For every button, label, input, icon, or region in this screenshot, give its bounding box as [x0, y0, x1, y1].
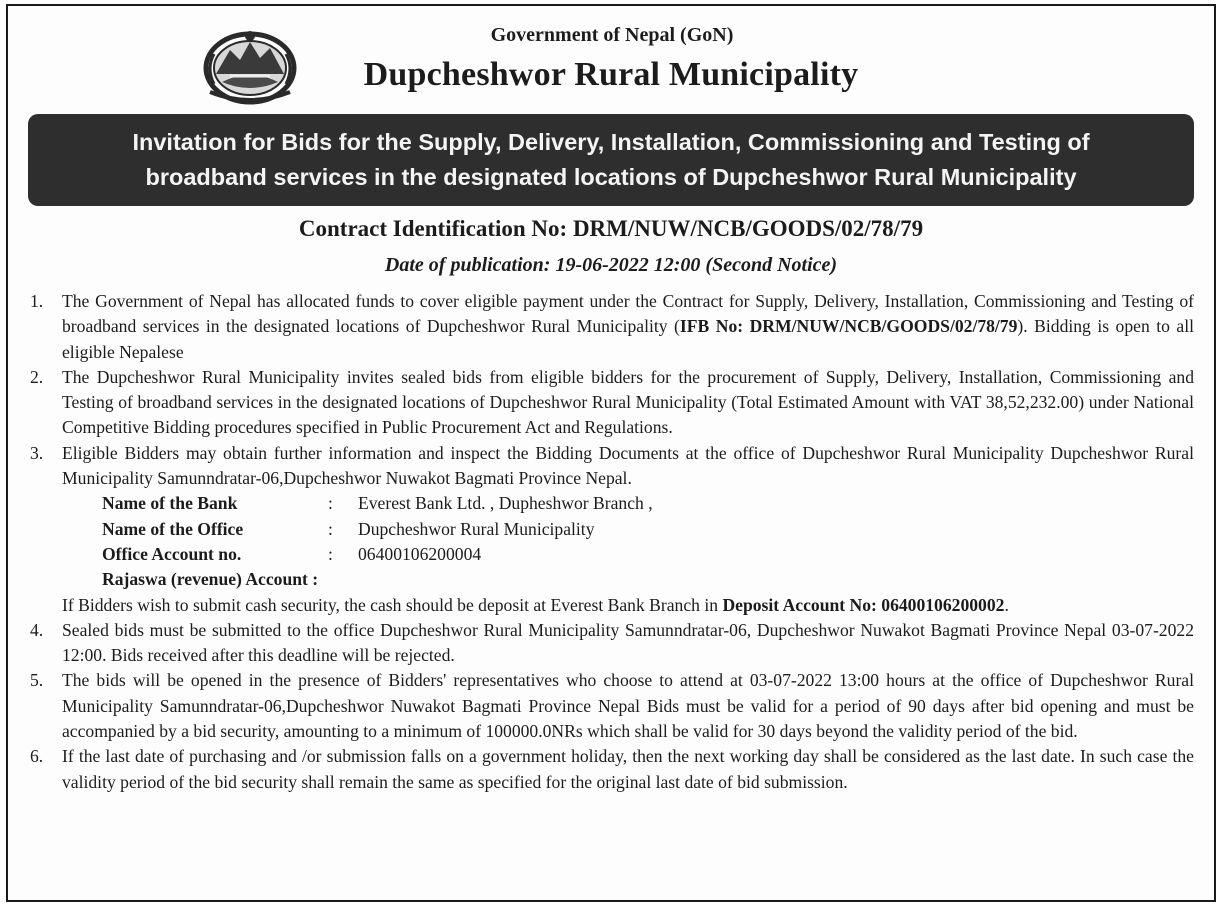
colon: : [328, 493, 333, 514]
table-row [102, 491, 653, 516]
ifb-number: IFB No: DRM/NUW/NCB/GOODS/02/78/79 [679, 316, 1018, 337]
table-row [102, 517, 653, 542]
contract-identification: Contract Identification No: DRM/NUW/NCB/GOODS/02/78/79 [298, 216, 924, 241]
clause-text: The bids will be opened in the presence of Bidders' representatives who choose to attend at 03-07-2022 13:00 hours at the office of Dupcheshwor Rural Municipality Samunndratar-06,Dupcheshwor Nuwakot Bagmati Province Nepal Bids must be valid for a period of 90 days after bid opening and must be accompanied by a bid security, amounting to a minimum of 100000.0NRs which shall be valid for 30 days beyond the validity period of the bid. [62, 670, 1194, 742]
invitation-banner [28, 114, 1194, 206]
clause-1 [30, 289, 1194, 365]
clause-number: 1. [30, 291, 44, 311]
rajaswa-account: Rajaswa (revenue) Account : [102, 569, 319, 590]
clause-number: 5. [30, 670, 44, 691]
government-line: Government of Nepal (GoN) [490, 24, 734, 46]
clause-text: If the last date of purchasing and /or submission falls on a government holiday, then the next working day shall be considered as the last date. In such case the validity period of the bid security shall remain the same as specified for the original last date of bid submission. [62, 746, 1194, 792]
bid-notice [6, 4, 1216, 902]
clause-number: 3. [30, 442, 44, 463]
colon: : [328, 543, 333, 564]
table-row [102, 542, 653, 567]
clause-text: ). Bidding is open to all eligible Nepalese [62, 316, 1194, 362]
office-label: Name of the Office [102, 518, 244, 539]
clause-list [30, 289, 1194, 795]
clause-6 [30, 744, 1194, 795]
office-value: Dupcheshwor Rural Municipality [358, 518, 595, 539]
publication-date: Date of publication: 19-06-2022 12:00 (Second Notice) [384, 254, 838, 276]
clause-text: The Dupcheshwor Rural Municipality invites sealed bids from eligible bidders for the procurement of Supply, Delivery, Installation, Commissioning and Testing of broadband services in the designated locations of Dupcheshwor Rural Municipality (Total Estimated Amount with VAT 38,52,232.00) under National Competitive Bidding procedures specified in Public Procurement Act and Regulations. [62, 366, 1194, 438]
colon: : [328, 518, 333, 539]
clause-2 [30, 365, 1194, 441]
clause-number: 4. [30, 619, 44, 640]
cash-text: If Bidders wish to submit cash security, the cash should be deposit at Everest Bank Branch in [62, 594, 723, 615]
banner-line-1: Invitation for Bids for the Supply, Delivery, Installation, Commissioning and Testing of [132, 129, 1090, 155]
cash-text-end: . [1004, 594, 1009, 615]
municipality-title: Dupcheshwor Rural Municipality [363, 56, 859, 93]
clause-3 [30, 441, 1194, 618]
bank-details-table [102, 491, 653, 567]
clause-text: The Government of Nepal has allocated funds to cover eligible payment under the Contract for Supply, Delivery, Installation, Commissioning and Testing of broadband services in the designated locations of Dupcheshwor Rural Municipality ( [62, 291, 1194, 337]
bank-label: Name of the Bank [102, 493, 238, 514]
cash-security-note [62, 593, 1194, 618]
clause-number: 2. [30, 366, 44, 387]
clause-text: Sealed bids must be submitted to the office Dupcheshwor Rural Municipality Samunndratar-06, Dupcheshwor Nuwakot Bagmati Province Nepal 03-07-2022 12:00. Bids received after this deadline will be rejected. [62, 619, 1194, 666]
account-label: Office Account no. [102, 543, 242, 564]
clause-number: 6. [30, 746, 44, 767]
clause-4 [30, 618, 1194, 669]
clause-5 [30, 668, 1194, 744]
deposit-account: Deposit Account No: 06400106200002 [722, 594, 1005, 615]
account-value: 06400106200004 [358, 543, 482, 564]
bank-value: Everest Bank Ltd. , Dupheshwor Branch , [358, 493, 653, 514]
clause-text: Eligible Bidders may obtain further information and inspect the Bidding Documents at the office of Dupcheshwor Rural Municipality Dupcheshwor Rural Municipality Samunndratar-06,Dupcheshwor Nuwakot Bagmati Province Nepal. [62, 442, 1194, 489]
banner-line-2: broadband services in the designated locations of Dupcheshwor Rural Municipality [145, 164, 1077, 190]
